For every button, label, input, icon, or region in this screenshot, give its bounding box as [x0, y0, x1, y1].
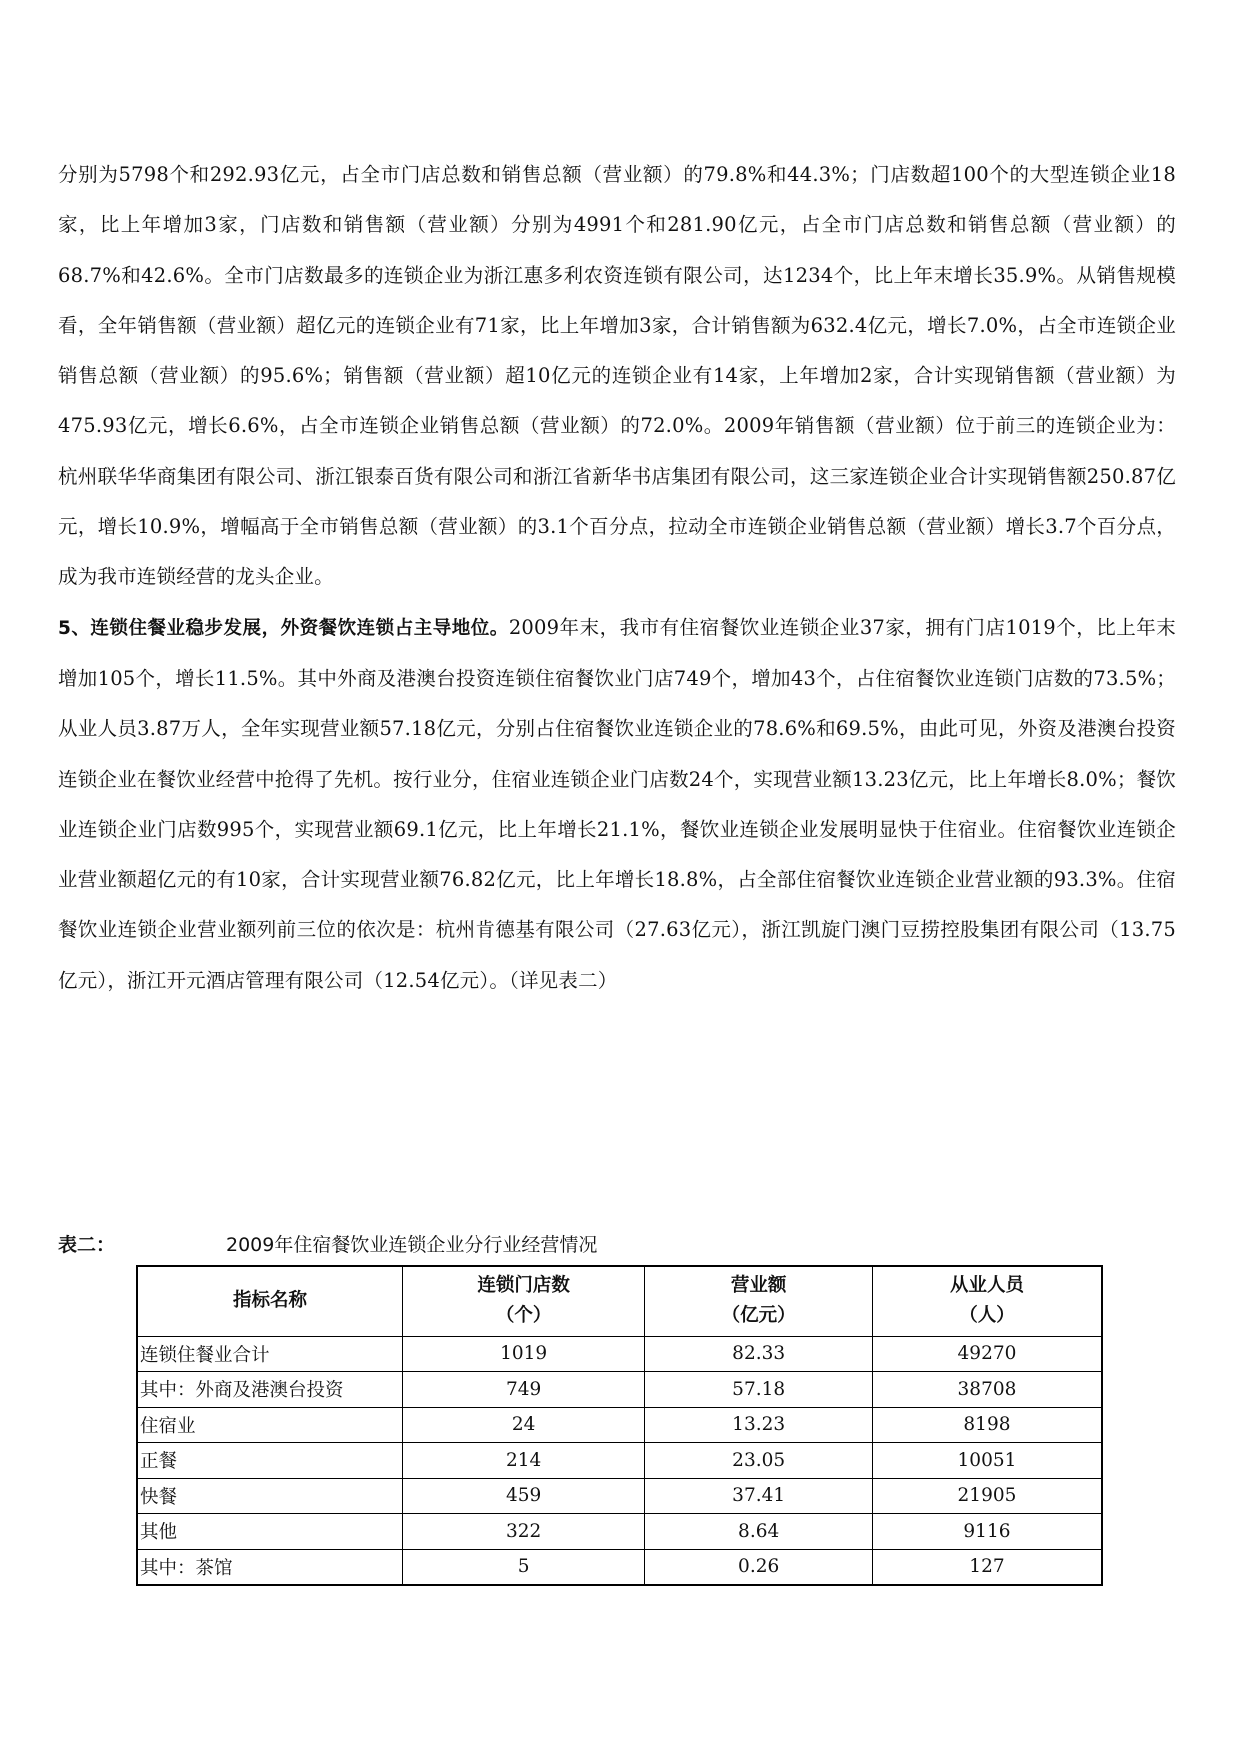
table-row: [137, 1407, 1102, 1443]
row-revenue: 23.05: [645, 1443, 873, 1479]
row-stores: 459: [402, 1478, 645, 1514]
table-label: 表二：: [58, 1234, 116, 1256]
table-row: [137, 1514, 1102, 1550]
row-name: 快餐: [137, 1478, 402, 1514]
catering-chain-table: [136, 1265, 1103, 1586]
row-staff: 10051: [872, 1443, 1102, 1479]
row-revenue: 8.64: [645, 1514, 873, 1550]
row-staff: 8198: [872, 1407, 1102, 1443]
row-name: 住宿业: [137, 1407, 402, 1443]
section-heading-5: 5、连锁住餐业稳步发展，外资餐饮连锁占主导地位。: [58, 617, 509, 639]
row-revenue: 57.18: [645, 1372, 873, 1408]
row-staff: 49270: [872, 1336, 1102, 1372]
row-stores: 1019: [402, 1336, 645, 1372]
header-staff: 从业人员 （人）: [872, 1266, 1102, 1336]
row-name: 连锁住餐业合计: [137, 1336, 402, 1372]
header-revenue: 营业额 （亿元）: [645, 1266, 873, 1336]
table-caption: [58, 1230, 597, 1257]
header-indicator: 指标名称: [137, 1266, 402, 1336]
table-row: [137, 1372, 1102, 1408]
table-header-row: [137, 1266, 1102, 1336]
paragraph-catering-body: 2009年末，我市有住宿餐饮业连锁企业37家，拥有门店1019个，比上年末增加105个，增长11.5%。其中外商及港澳台投资连锁住宿餐饮业门店749个，增加43个，占住宿餐饮业连锁门店数的73.5%；从业人员3.87万人，全年实现营业额57.18亿元，分别占住宿餐饮业连锁企业的78.6%和69.5%，由此可见，外资及港澳台投资连锁企业在餐饮业经营中抢得了先机。按行业分，住宿业连锁企业门店数24个，实现营业额13.23亿元，比上年增长8.0%；餐饮业连锁企业门店数995个，实现营业额69.1亿元，比上年增长21.1%，餐饮业连锁企业发展明显快于住宿业。住宿餐饮业连锁企业营业额超亿元的有10家，合计实现营业额76.82亿元，比上年增长18.8%，占全部住宿餐饮业连锁企业营业额的93.3%。住宿餐饮业连锁企业营业额列前三位的依次是：杭州肯德基有限公司（27.63亿元），浙江凯旋门澳门豆捞控股集团有限公司（13.75亿元），浙江开元酒店管理有限公司（12.54亿元）。（详见表二）: [58, 615, 1176, 992]
header-stores: 连锁门店数 （个）: [402, 1266, 645, 1336]
row-name: 其中：茶馆: [137, 1549, 402, 1585]
row-name: 正餐: [137, 1443, 402, 1479]
row-staff: 21905: [872, 1478, 1102, 1514]
row-staff: 9116: [872, 1514, 1102, 1550]
row-revenue: 13.23: [645, 1407, 873, 1443]
paragraph-catering: [58, 603, 1176, 1006]
paragraph-chain-stores: 分别为5798个和292.93亿元，占全市门店总数和销售总额（营业额）的79.8%和44.3%；门店数超100个的大型连锁企业18家，比上年增加3家，门店数和销售额（营业额）分别为4991个和281.90亿元，占全市门店总数和销售总额（营业额）的68.7%和42.6%。全市门店数最多的连锁企业为浙江惠多利农资连锁有限公司，达1234个，比上年末增长35.9%。从销售规模看，全年销售额（营业额）超亿元的连锁企业有71家，比上年增加3家，合计销售额为632.4亿元，增长7.0%，占全市连锁企业销售总额（营业额）的95.6%；销售额（营业额）超10亿元的连锁企业有14家，上年增加2家，合计实现销售额（营业额）为475.93亿元，增长6.6%，占全市连锁企业销售总额（营业额）的72.0%。2009年销售额（营业额）位于前三的连锁企业为：杭州联华华商集团有限公司、浙江银泰百货有限公司和浙江省新华书店集团有限公司，这三家连锁企业合计实现销售额250.87亿元，增长10.9%，增幅高于全市销售总额（营业额）的3.1个百分点，拉动全市连锁企业销售总额（营业额）增长3.7个百分点，成为我市连锁经营的龙头企业。: [58, 163, 1176, 589]
table-row: [137, 1336, 1102, 1372]
row-name: 其中：外商及港澳台投资: [137, 1372, 402, 1408]
row-stores: 5: [402, 1549, 645, 1585]
document-body: [58, 150, 1176, 1006]
table-row: [137, 1478, 1102, 1514]
table-row: [137, 1443, 1102, 1479]
row-revenue: 0.26: [645, 1549, 873, 1585]
row-revenue: 82.33: [645, 1336, 873, 1372]
row-staff: 127: [872, 1549, 1102, 1585]
row-name: 其他: [137, 1514, 402, 1550]
row-staff: 38708: [872, 1372, 1102, 1408]
row-stores: 214: [402, 1443, 645, 1479]
row-stores: 322: [402, 1514, 645, 1550]
table-title: 2009年住宿餐饮业连锁企业分行业经营情况: [226, 1234, 598, 1256]
row-stores: 24: [402, 1407, 645, 1443]
row-revenue: 37.41: [645, 1478, 873, 1514]
table-row: [137, 1549, 1102, 1585]
row-stores: 749: [402, 1372, 645, 1408]
